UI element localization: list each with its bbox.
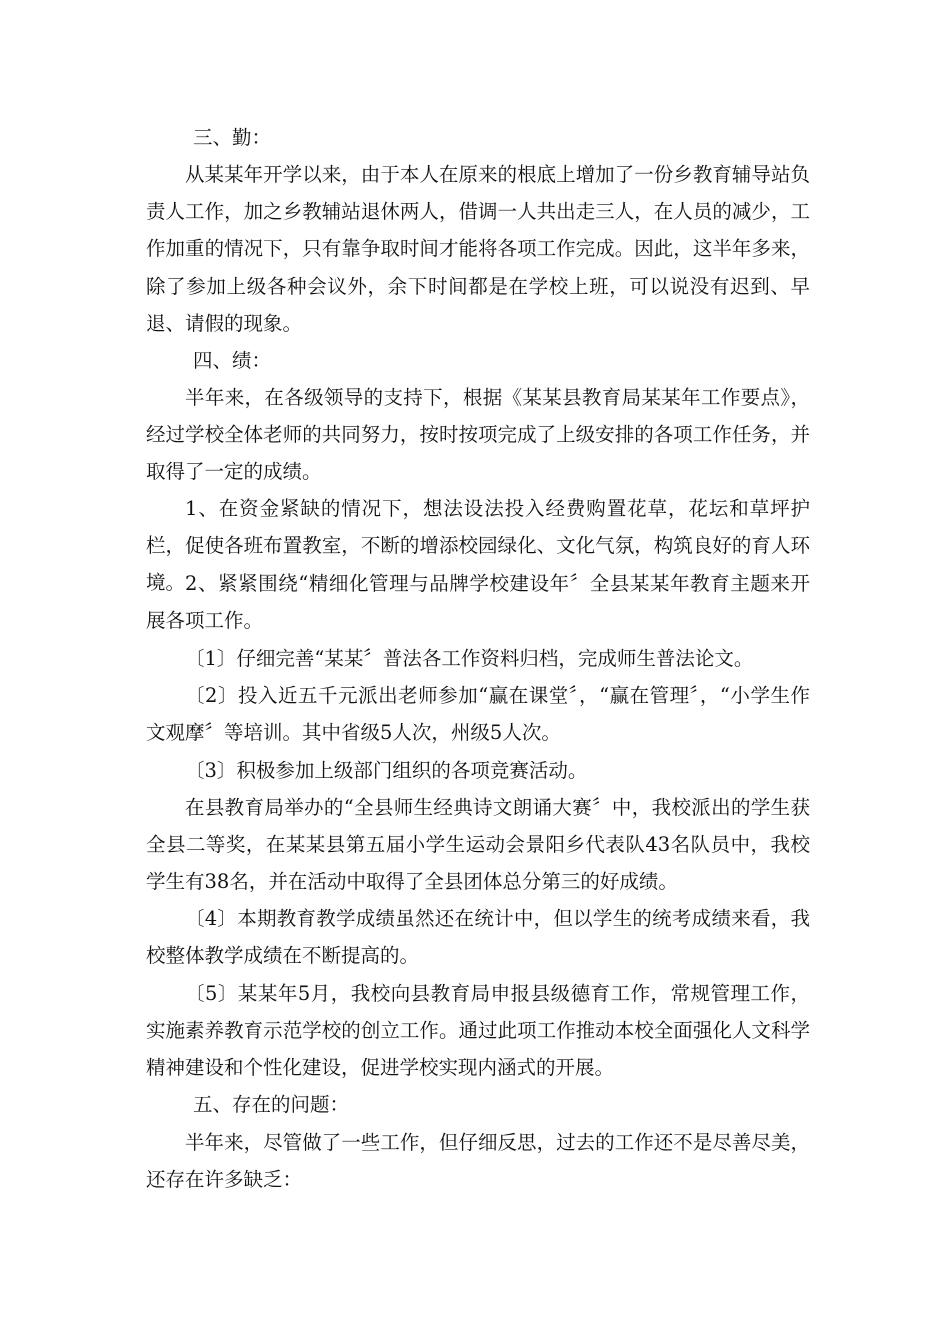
- paragraph-problems: 半年来，尽管做了一些工作，但仔细反思，过去的工作还不是尽善尽美，还存在许多缺乏：: [146, 1131, 810, 1192]
- paragraph-subitem-5: 〔5〕某某年5月，我校向县教育局申报县级德育工作，常规管理工作，实施素养教育示范学校的创立工作。通过此项工作推动本校全面强化人文科学精神建设和个性化建设，促进学校实现内涵式的开展。: [146, 982, 810, 1080]
- section-heading-problems: 五、存在的问题：: [193, 1093, 350, 1116]
- paragraph-competition: 在县教育局举办的“全县师生经典诗文朗诵大赛〞中，我校派出的学生获全县二等奖，在某某县第五届小学生运动会景阳乡代表队43名队员中，我校学生有38名，并在活动中取得了全县团体总分第三的好成绩。: [146, 796, 810, 894]
- paragraph-item-1: 1、在资金紧缺的情况下，想法设法投入经费购置花草，花坛和草坪护栏，促使各班布置教室，不断的增添校园绿化、文化气氛，构筑良好的育人环境。: [146, 497, 810, 595]
- paragraph-subitem-2: 〔2〕投入近五千元派出老师参加“赢在课堂〞，“赢在管理〞，“小学生作文观摩〞等培训。其中省级5人次，州级5人次。: [146, 684, 810, 745]
- paragraph-achievements-intro: 半年来，在各级领导的支持下，根据《某某县教育局某某年工作要点》，经过学校全体老师的共同努力，按时按项完成了上级安排的各项工作任务，并取得了一定的成绩。: [146, 386, 810, 484]
- paragraph-subitem-1: 〔1〕仔细完善“某某〞普法各工作资料归档，完成师生普法论文。: [185, 647, 754, 670]
- paragraph-item-2: 2、紧紧围绕“精细化管理与品牌学校建设年〞全县某某年教育主题来开展各项工作。: [146, 572, 810, 633]
- section-heading-diligence: 三、勤：: [193, 126, 272, 149]
- paragraph-subitem-4: 〔4〕本期教育教学成绩虽然还在统计中，但以学生的统考成绩来看，我校整体教学成绩在不断提高的。: [146, 907, 810, 968]
- paragraph-subitem-3: 〔3〕积极参加上级部门组织的各项竞赛活动。: [185, 759, 588, 782]
- section-heading-achievements: 四、绩：: [193, 349, 272, 372]
- paragraph-attendance: 从某某年开学以来，由于本人在原来的根底上增加了一份乡教育辅导站负责人工作，加之乡教辅站退休两人，借调一人共出走三人，在人员的减少，工作加重的情况下，只有靠争取时间才能将各项工作完成。因此，这半年多来，除了参加上级各种会议外，余下时间都是在学校上班，可以说没有迟到、早退、请假的现象。: [146, 163, 810, 335]
